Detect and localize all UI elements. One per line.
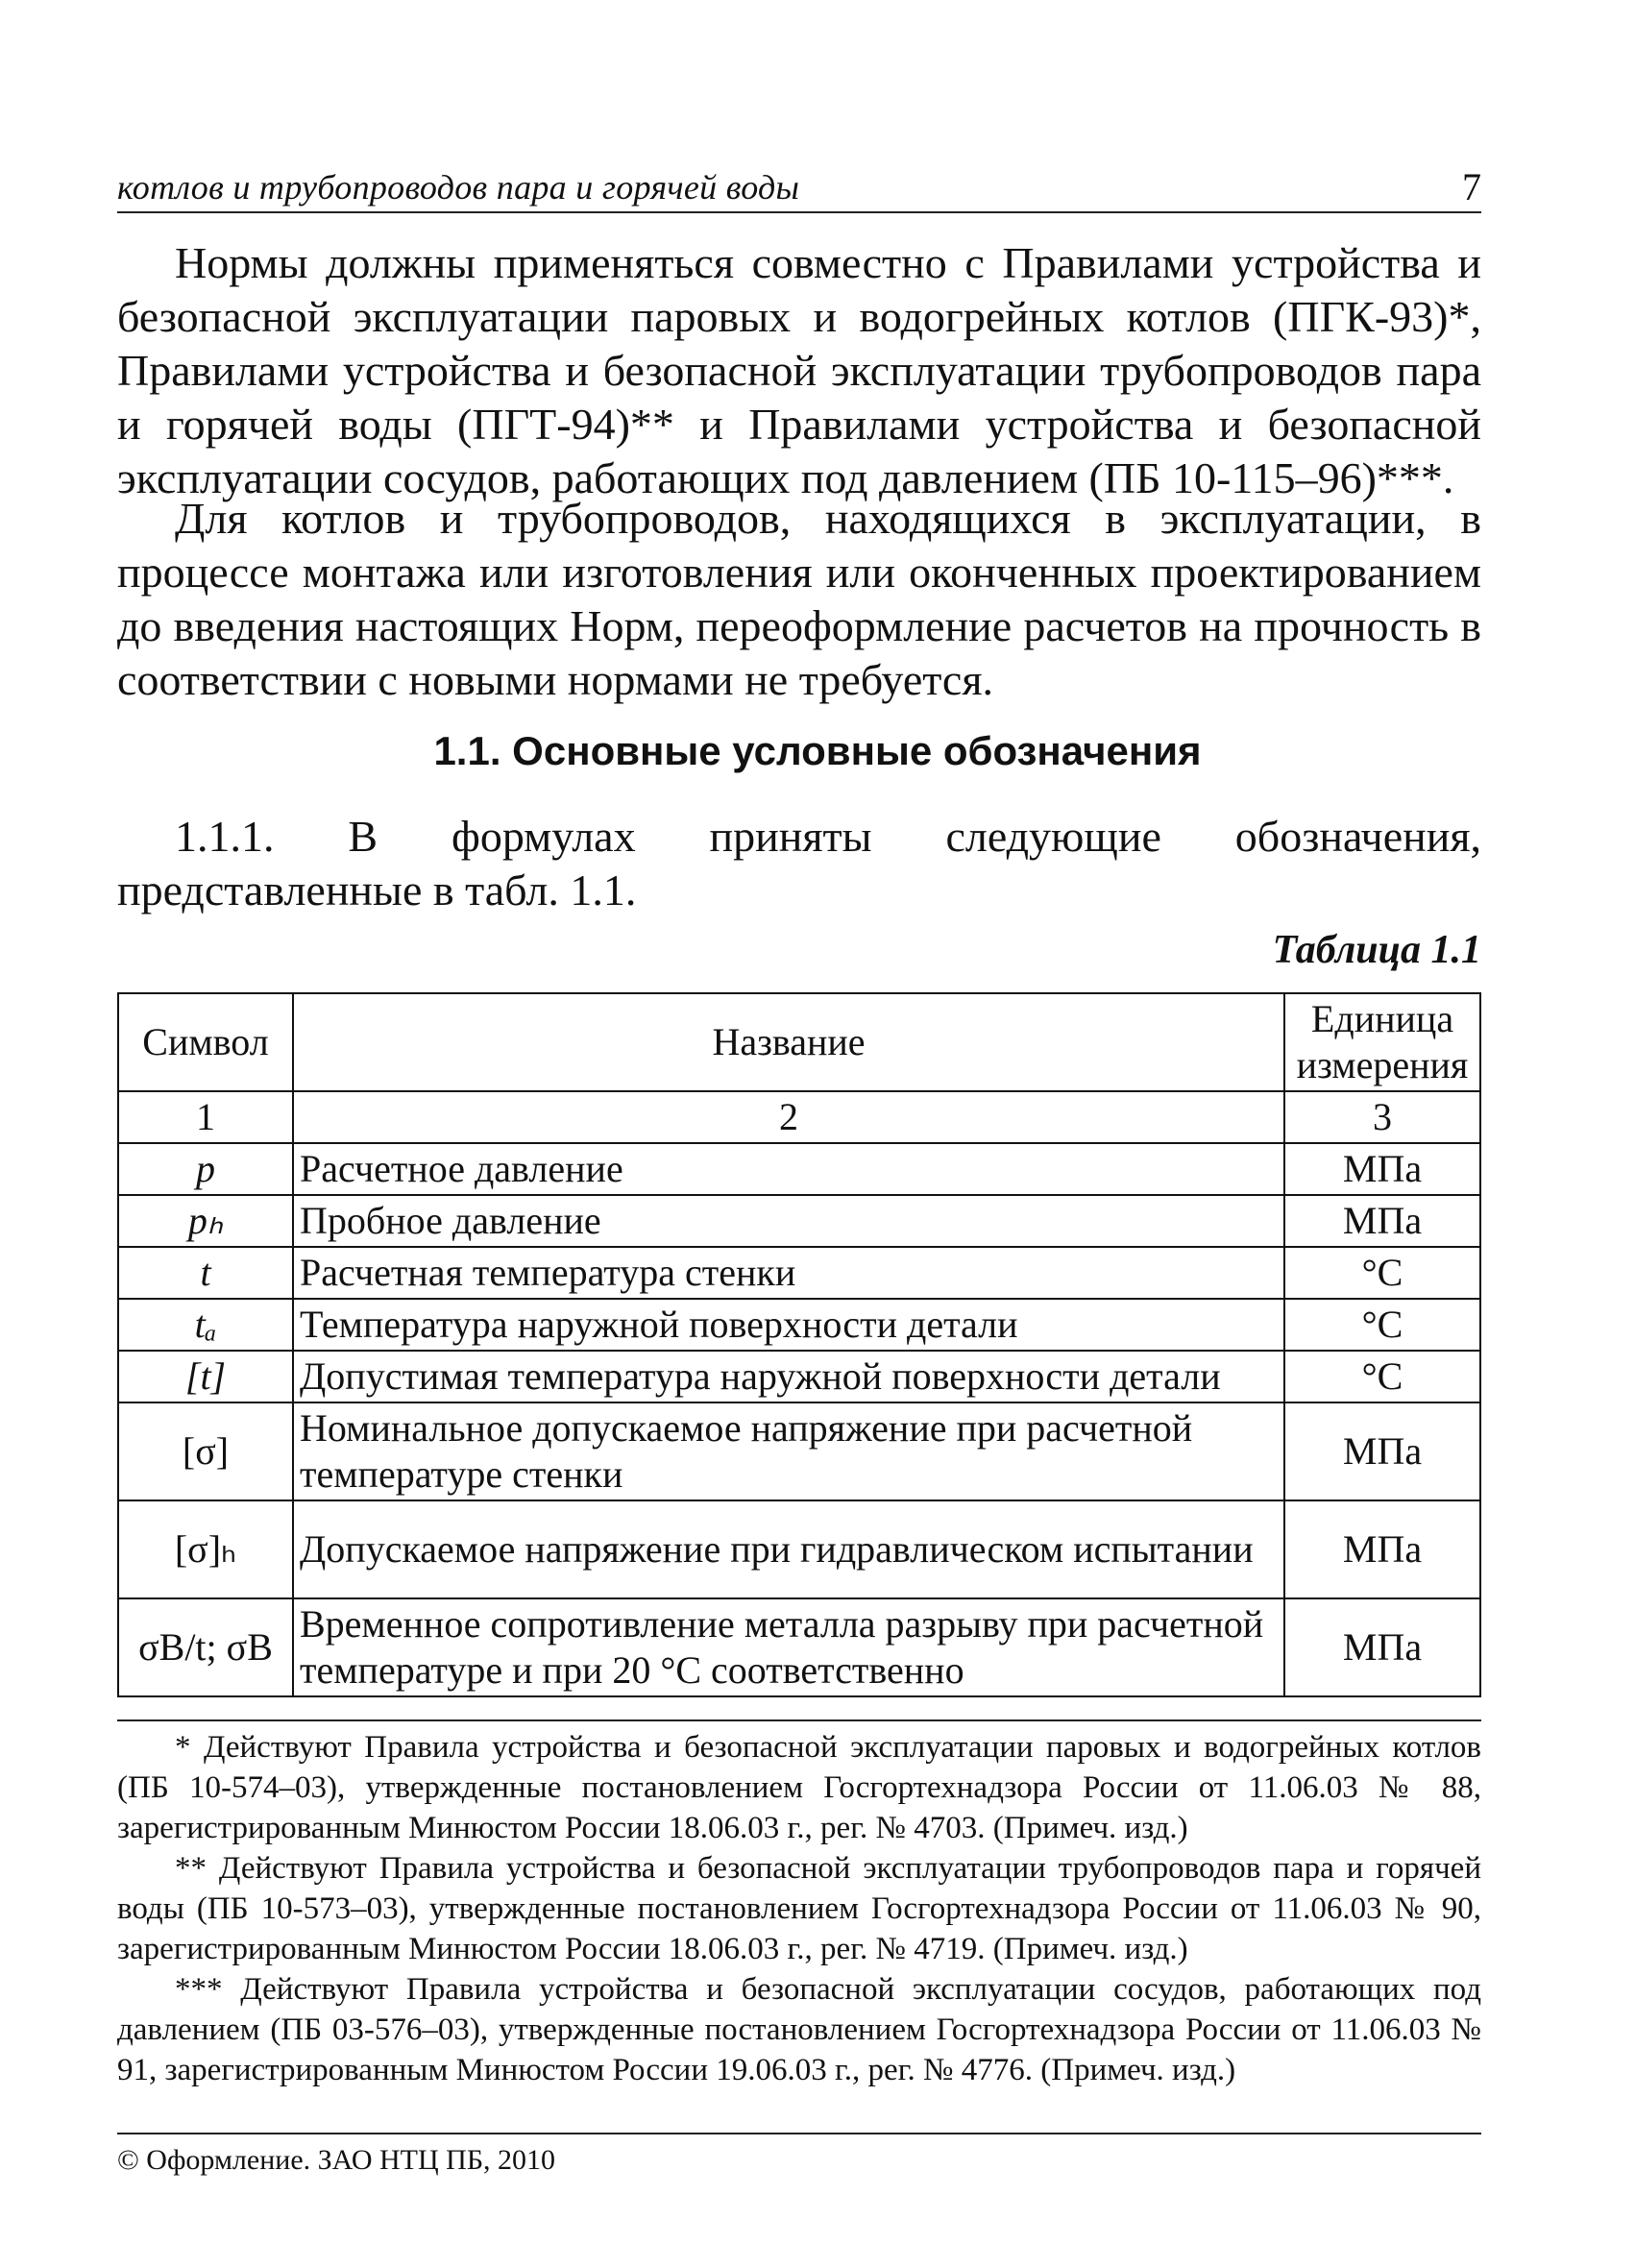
page-footer — [117, 2133, 1481, 2177]
column-number: 2 — [293, 1091, 1284, 1143]
row-unit: °С — [1284, 1247, 1480, 1299]
header-unit: Единица измерения — [1284, 993, 1480, 1091]
footnotes — [117, 1719, 1481, 2090]
table-header-row — [118, 993, 1480, 1091]
row-name: Расчетное давление — [293, 1143, 1284, 1195]
paragraph-existing-boilers: Для котлов и трубопроводов, находящихся в эксплуатации, в процессе монтажа или изготовления или оконченных проектированием до введения настоящих Норм, переоформление расчетов на прочность в соответствии с новыми нормами не требуется. — [117, 494, 1481, 704]
row-name: Допускаемое напряжение при гидравлическом испытании — [293, 1500, 1284, 1598]
column-number: 3 — [1284, 1091, 1480, 1143]
row-name: Расчетная температура стенки — [293, 1247, 1284, 1299]
paragraph-notation: 1.1.1. В формулах приняты следующие обозначения, представленные в табл. 1.1. — [117, 812, 1481, 915]
page-number: 7 — [1462, 165, 1481, 208]
row-unit: МПа — [1284, 1598, 1480, 1696]
row-symbol: [σ] — [118, 1402, 293, 1500]
row-unit: МПа — [1284, 1500, 1480, 1598]
paragraph-norms: Нормы должны применяться совместно с Правилами устройства и безопасной эксплуатации паровых и водогрейных котлов (ПГК-93)*, Правилами устройства и безопасной эксплуатации трубопроводов пара и горячей воды (ПГТ-94)** и Правилами устройства и безопасной эксплуатации сосудов, работающих под давлением (ПБ 10-115–96)***. — [117, 238, 1481, 502]
table-row — [118, 1402, 1480, 1500]
row-symbol: p — [118, 1143, 293, 1195]
row-name: Допустимая температура наружной поверхности детали — [293, 1351, 1284, 1402]
copyright-text: © Оформление. ЗАО НТЦ ПБ, 2010 — [117, 2144, 556, 2176]
footnote: *** Действуют Правила устройства и безопасной эксплуатации сосудов, работающих под давлением (ПБ 03-576–03), утвержденные постановлением Госгортехнадзора России от 11.06.03 № 91, зарегистрированным Минюстом России 19.06.03 г., рег. № 4776. (Примеч. изд.) — [117, 1972, 1481, 2087]
header-name: Название — [293, 993, 1284, 1091]
footnote: * Действуют Правила устройства и безопасной эксплуатации паровых и водогрейных котлов (ПБ 10-574–03), утвержденные постановлением Госгортехнадзора России от 11.06.03 № 88, зарегистрированным Минюстом России 18.06.03 г., рег. № 4703. (Примеч. изд.) — [117, 1730, 1481, 1845]
table-row — [118, 1247, 1480, 1299]
row-name: Номинальное допускаемое напряжение при расчетной температуре стенки — [293, 1402, 1284, 1500]
header-symbol: Символ — [118, 993, 293, 1091]
table-row — [118, 1299, 1480, 1351]
running-title: котлов и трубопроводов пара и горячей воды — [117, 168, 800, 207]
column-number: 1 — [118, 1091, 293, 1143]
row-unit: °С — [1284, 1351, 1480, 1402]
row-symbol: [σ]ₕ — [118, 1500, 293, 1598]
table-row — [118, 1143, 1480, 1195]
row-unit: МПа — [1284, 1143, 1480, 1195]
symbols-table — [117, 992, 1481, 1697]
table-row — [118, 1195, 1480, 1247]
table-caption: Таблица 1.1 — [1272, 928, 1481, 972]
row-name: Пробное давление — [293, 1195, 1284, 1247]
row-symbol: [t] — [118, 1351, 293, 1402]
table-row — [118, 1500, 1480, 1598]
table-row — [118, 1351, 1480, 1402]
running-header — [117, 163, 1481, 213]
row-symbol: t — [118, 1247, 293, 1299]
row-unit: °С — [1284, 1299, 1480, 1351]
row-symbol: tₐ — [118, 1299, 293, 1351]
row-symbol: σB/t; σB — [118, 1598, 293, 1696]
row-unit: МПа — [1284, 1195, 1480, 1247]
row-name: Температура наружной поверхности детали — [293, 1299, 1284, 1351]
row-unit: МПа — [1284, 1402, 1480, 1500]
row-name: Временное сопротивление металла разрыву при расчетной температуре и при 20 °С соответственно — [293, 1598, 1284, 1696]
section-heading: 1.1. Основные условные обозначения — [433, 728, 1202, 773]
table-row — [118, 1598, 1480, 1696]
row-symbol: pₕ — [118, 1195, 293, 1247]
footnote: ** Действуют Правила устройства и безопасной эксплуатации трубопроводов пара и горячей воды (ПБ 10-573–03), утвержденные постановлением Госгортехнадзора России от 11.06.03 № 90, зарегистрированным Минюстом России 18.06.03 г., рег. № 4719. (Примеч. изд.) — [117, 1851, 1481, 1966]
table-number-row — [118, 1091, 1480, 1143]
